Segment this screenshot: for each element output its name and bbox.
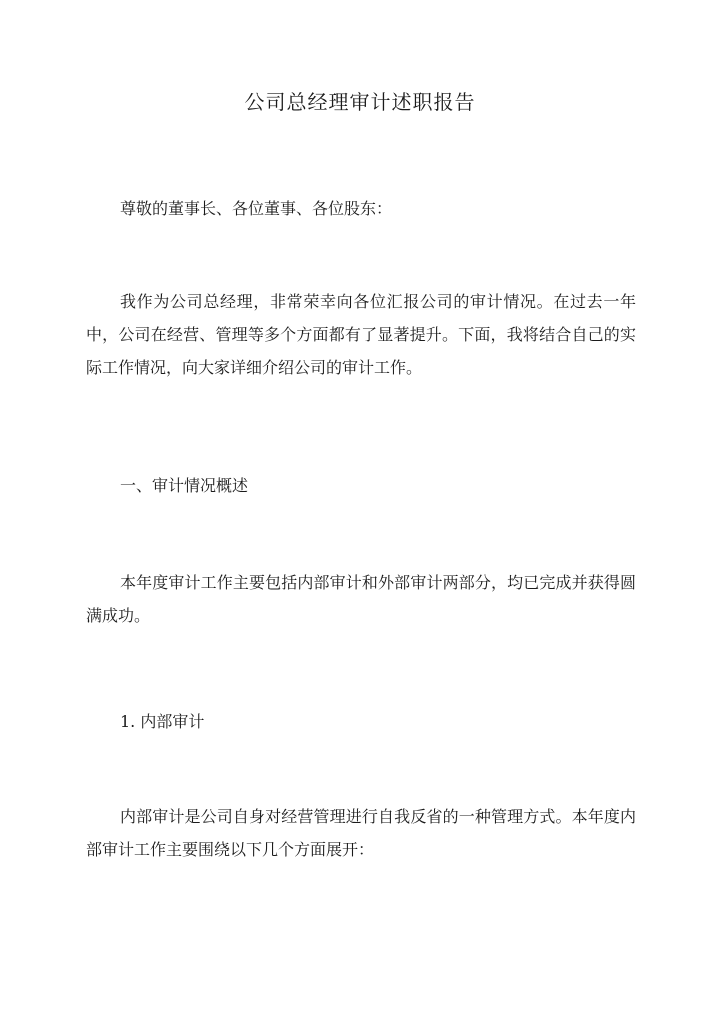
subsection-heading: 1. 内部审计 — [120, 712, 205, 731]
section-body-paragraph: 本年度审计工作主要包括内部审计和外部审计两部分，均已完成并获得圆满成功。 — [86, 573, 636, 625]
subsection-body-paragraph: 内部审计是公司自身对经营管理进行自我反省的一种管理方式。本年度内部审计工作主要围绕以下几个方面展开： — [86, 807, 636, 859]
document-title: 公司总经理审计述职报告 — [244, 90, 476, 114]
salutation: 尊敬的董事长、各位董事、各位股东： — [120, 199, 393, 218]
intro-paragraph: 我作为公司总经理，非常荣幸向各位汇报公司的审计情况。在过去一年中，公司在经营、管理等多个方面都有了显著提升。下面，我将结合自己的实际工作情况，向大家详细介绍公司的审计工作。 — [86, 292, 636, 377]
section-heading: 一、审计情况概述 — [120, 476, 249, 495]
